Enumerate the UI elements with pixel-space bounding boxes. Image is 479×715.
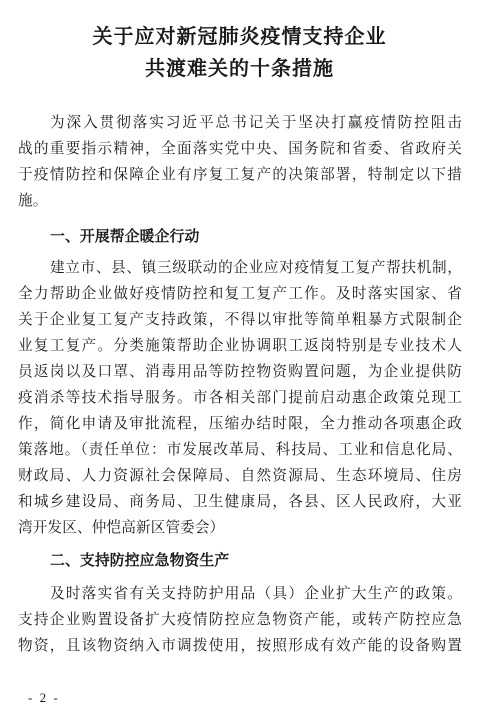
intro-line: 施。 [18,192,48,209]
section-1-line: 作，简化申请及审批流程，压缩办结时限，全力推动各项惠企政 [18,415,462,432]
section-1-line: 建立市、县、镇三级联动的企业应对疫情复工复产帮扶机制， [50,259,462,276]
section-1-heading: 一、开展帮企暖企行动 [50,228,200,245]
section-2-line: 支持企业购置设备扩大疫情防控应急物资产能，或转产防控应急 [18,611,462,628]
section-1-line: 策落地。（责任单位：市发展改革局、科技局、工业和信息化局、 [18,441,462,458]
section-2-heading: 二、支持防控应急物资生产 [50,552,230,569]
section-1-line: 财政局、人力资源社会保障局、自然资源局、生态环境局、住房 [18,467,462,484]
section-2-line: 物资，且该物资纳入市调拨使用，按照形成有效产能的设备购置 [18,637,462,654]
section-1-line: 全力帮助企业做好疫情防控和复工复产工作。及时落实国家、省 [18,285,462,302]
page-number: - 2 - [28,690,60,705]
section-1-line: 员返岗以及口罩、消毒用品等防控物资购置问题，为企业提供防 [18,363,462,380]
document-title-line-1: 关于应对新冠肺炎疫情支持企业 [92,24,387,48]
section-1-line: 关于企业复工复产支持政策，不得以审批等简单粗暴方式限制企 [18,311,462,328]
section-1-line: 业复工复产。分类施策帮助企业协调职工返岗特别是专业技术人 [18,337,462,354]
intro-line: 为深入贯彻落实习近平总书记关于坚决打赢疫情防控阻击 [50,114,462,131]
section-1-line: 湾开发区、仲恺高新区管委会） [18,519,225,536]
intro-line: 战的重要指示精神，全面落实党中央、国务院和省委、省政府关 [18,140,462,157]
document-title-line-2: 共渡难关的十条措施 [145,56,334,80]
section-2-line: 及时落实省有关支持防护用品（具）企业扩大生产的政策。 [50,585,462,602]
intro-line: 于疫情防控和保障企业有序复工复产的决策部署，特制定以下措 [18,166,462,183]
section-1-line: 疫消杀等技术指导服务。市各相关部门提前启动惠企政策兑现工 [18,389,462,406]
section-1-line: 和城乡建设局、商务局、卫生健康局，各县、区人民政府，大亚 [18,493,462,510]
